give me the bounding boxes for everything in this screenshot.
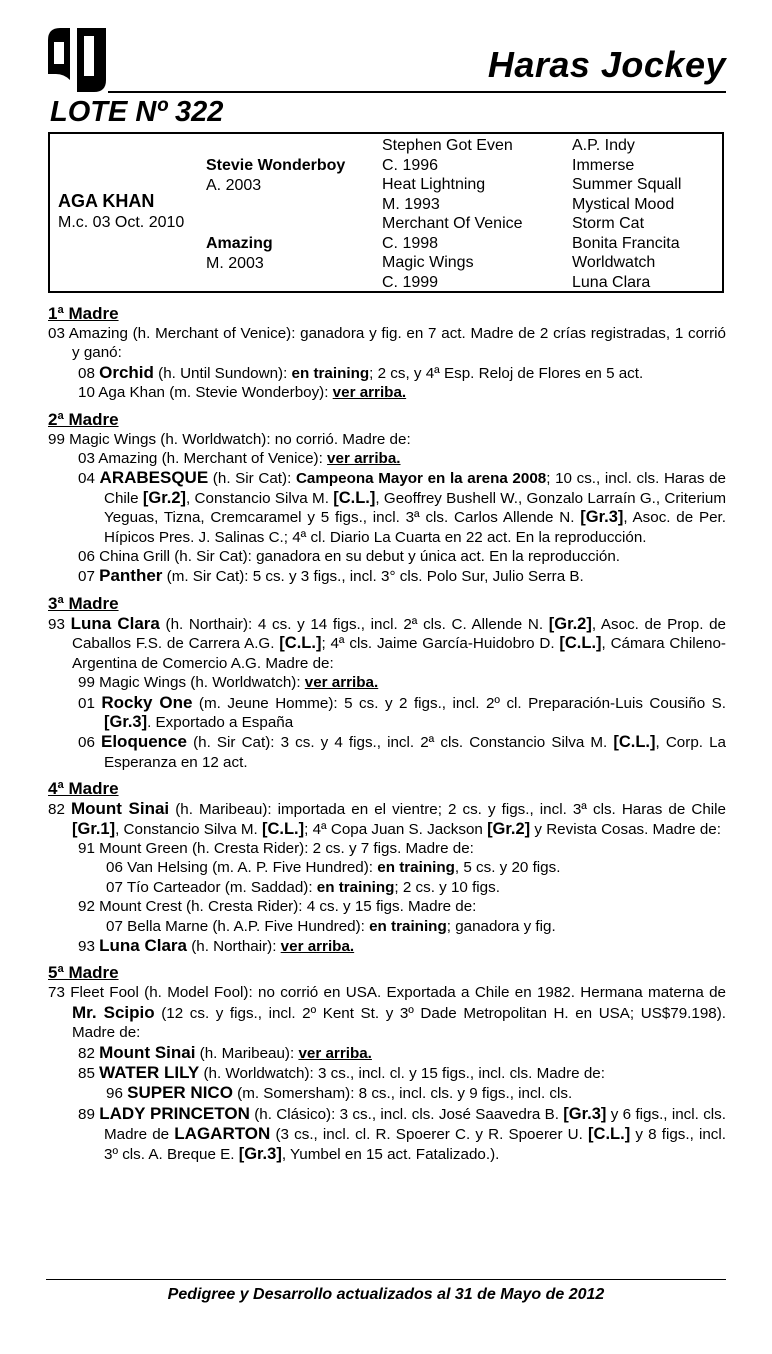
offspring-entry: 10 Aga Khan (m. Stevie Wonderboy): ver arriba. <box>78 384 407 402</box>
dam-entry: 99 Magic Wings (h. Worldwatch): no corrió. Madre de: <box>48 430 411 448</box>
header-rule <box>108 91 726 93</box>
offspring-entry: 96 SUPER NICO (m. Somersham): 8 cs., incl. cls. y 9 figs., incl. cls. <box>106 1083 573 1103</box>
sire-name: Stevie Wonderboy <box>206 157 346 174</box>
granddam-paternal-info: M. 1993 <box>382 196 440 213</box>
dam-entry: 03 Amazing (h. Merchant of Venice): ganadora y fig. en 7 act. Madre de 2 crías registradas, 1 corrió y ganó: <box>48 325 726 362</box>
dam-entry: 93 Luna Clara (h. Northair): 4 cs. y 14 figs., incl. 2ª cls. C. Allende N. [Gr.2], Asoc. de Prop. de Caballos F.S. de Carrera A.G. [C.L.]; 4ª cls. Jaime García-Huidobro D. [C.L.], Cámara Chileno-Argentina de Comercio A.G. Madre de: <box>48 613 726 672</box>
dam-entry: 82 Mount Sinai (h. Maribeau): importada en el vientre; 2 cs. y figs., incl. 3ª cls. Haras de Chile [Gr.1], Constancio Silva M. [C.L.]; 4ª Copa Juan S. Jackson [Gr.2] y Revista Cosas. Madre de: <box>48 799 726 838</box>
grandsire-maternal: Merchant Of Venice <box>382 215 523 232</box>
offspring-entry: 92 Mount Crest (h. Cresta Rider): 4 cs. y 15 figs. Madre de: <box>78 898 477 916</box>
offspring-entry: 93 Luna Clara (h. Northair): ver arriba. <box>78 935 355 955</box>
offspring-entry: 82 Mount Sinai (h. Maribeau): ver arriba. <box>78 1042 372 1062</box>
ancestor-cell: Summer Squall <box>572 176 682 193</box>
offspring-entry: 07 Panther (m. Sir Cat): 5 cs. y 3 figs., incl. 3° cls. Polo Sur, Julio Serra B. <box>78 566 584 586</box>
offspring-entry: 04 ARABESQUE (h. Sir Cat): Campeona Mayor en la arena 2008; 10 cs., incl. cls. Haras de Chile [Gr.2], Constancio Silva M. [C.L.], Geoffrey Bushell W., Gonzalo Larraín G., Criterium Yeguas, Tizna, Cremcaramel y 5 figs., incl. 3ª cls. Carlos Allende N. [Gr.3], Asoc. de Per. Hípicos Pres. J. Salinas C.; 4ª cl. Diario La Cuarta en 22 act. En la reproducción. <box>78 468 726 546</box>
dam-info: M. 2003 <box>206 255 264 272</box>
section-third-dam <box>48 593 726 772</box>
section-fourth-dam <box>48 778 726 956</box>
brand-name: Haras Jockey <box>487 44 726 85</box>
ancestor-cell: Storm Cat <box>572 215 645 232</box>
offspring-entry: 89 LADY PRINCETON (h. Clásico): 3 cs., incl. cls. José Saavedra B. [Gr.3] y 6 figs., incl. cls. Madre de LAGARTON (3 cs., incl. cl. R. Spoerer C. y R. Spoerer U. [C.L.] y 8 figs., incl. 3º cls. A. Breque E. [Gr.3], Yumbel en 15 act. Fatalizado.). <box>78 1103 726 1163</box>
offspring-entry: 07 Bella Marne (h. A.P. Five Hundred): en training; ganadora y fig. <box>106 917 556 935</box>
haras-jockey-logo-icon <box>48 28 106 92</box>
ancestor-cell: A.P. Indy <box>572 137 635 154</box>
footer-note: Pedigree y Desarrollo actualizados al 31 de Mayo de 2012 <box>167 1286 605 1303</box>
ancestor-cell: Bonita Francita <box>572 235 680 252</box>
ancestor-cell: Worldwatch <box>572 254 656 271</box>
offspring-entry: 01 Rocky One (m. Jeune Homme): 5 cs. y 2 figs., incl. 2º cl. Preparación-Luis Cousiño S. [Gr.3]. Exportado a España <box>78 692 726 731</box>
offspring-entry: 06 Eloquence (h. Sir Cat): 3 cs. y 4 figs., incl. 2ª cls. Constancio Silva M. [C.L.], Corp. La Esperanza en 12 act. <box>78 732 726 771</box>
section-title: 5ª Madre <box>48 963 119 983</box>
section-fifth-dam <box>48 962 726 1164</box>
sire-info: A. 2003 <box>206 177 262 194</box>
offspring-entry: 06 Van Helsing (m. A. P. Five Hundred): en training, 5 cs. y 20 figs. <box>106 859 561 877</box>
lot-title: LOTE Nº 322 <box>50 96 224 128</box>
granddam-maternal-info: C. 1999 <box>382 274 439 291</box>
granddam-paternal: Heat Lightning <box>382 176 486 193</box>
granddam-maternal: Magic Wings <box>382 254 474 271</box>
grandsire-maternal-info: C. 1998 <box>382 235 439 252</box>
ancestor-cell: Mystical Mood <box>572 196 675 213</box>
ancestor-cell: Immerse <box>572 157 635 174</box>
section-title: 3ª Madre <box>48 593 119 613</box>
section-title: 1ª Madre <box>48 304 119 323</box>
ancestor-cell: Luna Clara <box>572 274 651 291</box>
offspring-entry: 08 Orchid (h. Until Sundown): en training; 2 cs, y 4ª Esp. Reloj de Flores en 5 act. <box>78 362 644 382</box>
horse-info: M.c. 03 Oct. 2010 <box>58 214 185 231</box>
section-title: 4ª Madre <box>48 779 119 799</box>
offspring-entry: 06 China Grill (h. Sir Cat): ganadora en su debut y única act. En la reproducción. <box>78 548 620 566</box>
offspring-entry: 99 Magic Wings (h. Worldwatch): ver arriba. <box>78 674 379 692</box>
family-history <box>48 303 726 1164</box>
offspring-entry: 91 Mount Green (h. Cresta Rider): 2 cs. y 7 figs. Madre de: <box>78 839 474 857</box>
horse-name: AGA KHAN <box>58 191 155 211</box>
grandsire-paternal-info: C. 1996 <box>382 157 439 174</box>
section-first-dam <box>48 303 726 403</box>
grandsire-paternal: Stephen Got Even <box>382 137 513 154</box>
dam-name: Amazing <box>206 235 273 252</box>
offspring-entry: 03 Amazing (h. Merchant of Venice): ver arriba. <box>78 450 401 468</box>
footer-rule <box>46 1279 726 1280</box>
pedigree-table <box>48 132 724 293</box>
section-second-dam <box>48 409 726 587</box>
dam-entry: 73 Fleet Fool (h. Model Fool): no corrió en USA. Exportada a Chile en 1982. Hermana materna de Mr. Scipio (12 cs. y figs., incl. 2º Kent St. y 3º Dade Metropolitan H. en USA; US$79.198). Madre de: <box>48 984 727 1042</box>
offspring-entry: 07 Tío Carteador (m. Saddad): en training; 2 cs. y 10 figs. <box>106 878 500 896</box>
offspring-entry: 85 WATER LILY (h. Worldwatch): 3 cs., incl. cl. y 15 figs., incl. cls. Madre de: <box>78 1063 605 1082</box>
section-title: 2ª Madre <box>48 409 119 429</box>
